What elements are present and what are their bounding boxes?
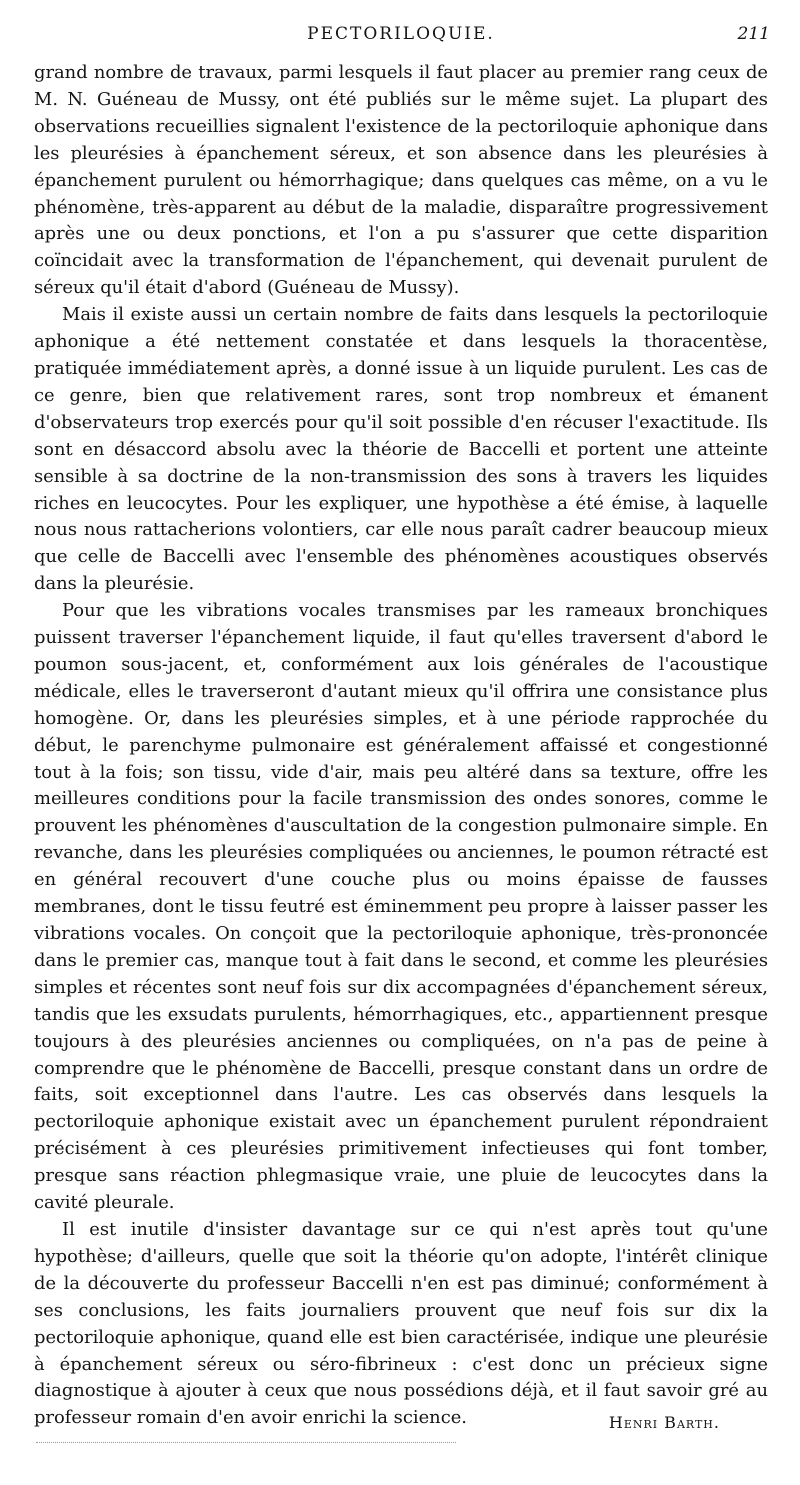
- paragraph-final: Il est inutile d'insister davantage sur ce qui n'est après tout qu'une hypothèse; d'ailleurs, quelle que soit la théorie qu'on adopte, l'intérêt clinique de la découverte du professeur Baccelli n'en est pas diminué; conformément à ses conclusions, les faits journaliers prouvent que neuf fois sur dix la pectoriloquie aphonique, quand elle est bien caractérisée, indique une pleurésie à épanchement séreux ou séro-fibrineux : c'est donc un précieux signe diagnostique à ajouter à ceux que nous possédions déjà, et il faut savoir gré au professeur romain d'en avoir enrichi la science.: [34, 1218, 768, 1429]
- footer-divider: [36, 1442, 456, 1443]
- closing-block: [34, 1217, 768, 1432]
- page-number: 211: [737, 24, 770, 44]
- author-signature: Henri Barth.: [608, 1413, 720, 1433]
- paragraph: Pour que les vibrations vocales transmises par les rameaux bronchiques puissent traverser l'épanchement liquide, il faut qu'elles traversent d'abord le poumon sous-jacent, et, conformément aux lois générales de l'acoustique médicale, elles le traverseront d'autant mieux qu'il offrira une consistance plus homogène. Or, dans les pleurésies simples, et à une période rapprochée du début, le parenchyme pulmonaire est généralement affaissé et congestionné tout à la fois; son tissu, vide d'air, mais peu altéré dans sa texture, offre les meilleures conditions pour la facile transmission des ondes sonores, comme le prouvent les phénomènes d'auscultation de la congestion pulmonaire simple. En revanche, dans les pleurésies compliquées ou anciennes, le poumon rétracté est en général recouvert d'une couche plus ou moins épaisse de fausses membranes, dont le tissu feutré est éminemment peu propre à laisser passer les vibrations vocales. On conçoit que la pectoriloquie aphonique, très-prononcée dans le premier cas, manque tout à fait dans le second, et comme les pleurésies simples et récentes sont neuf fois sur dix accompagnées d'épanchement séreux, tandis que les exsudats purulents, hémorrhagiques, etc., appartiennent presque toujours à des pleurésies anciennes ou compliquées, on n'a pas de peine à comprendre que le phénomène de Baccelli, presque constant dans un ordre de faits, soit exceptionnel dans l'autre. Les cas observés dans lesquels la pectoriloquie aphonique existait avec un épanchement purulent répondraient précisément à ces pleurésies primitivement infectieuses qui font tomber, presque sans réaction phlegmasique vraie, une pluie de leucocytes dans la cavité pleurale.: [34, 600, 768, 1214]
- running-title: PECTORILOQUIE.: [307, 24, 495, 44]
- article-body: [34, 60, 768, 1432]
- paragraph-continuation: grand nombre de travaux, parmi lesquels il faut placer au premier rang ceux de M. N. Guéneau de Mussy, ont été publiés sur le même sujet. La plupart des observations recueillies signalent l'existence de la pectoriloquie aphonique dans les pleurésies à épanchement séreux, et son absence dans les pleurésies à épanchement purulent ou hémorrhagique; dans quelques cas même, on a vu le phénomène, très-apparent au début de la maladie, disparaître progressivement après une ou deux ponctions, et l'on a pu s'assurer que cette disparition coïncidait avec la transformation de l'épanchement, qui devenait purulent de séreux qu'il était d'abord (Guéneau de Mussy).: [34, 62, 768, 299]
- paragraph: Mais il existe aussi un certain nombre de faits dans lesquels la pectoriloquie aphonique a été nettement constatée et dans lesquels la thoracentèse, pratiquée immédiatement après, a donné issue à un liquide purulent. Les cas de ce genre, bien que relativement rares, sont trop nombreux et émanent d'observateurs trop exercés pour qu'il soit possible d'en récuser l'exactitude. Ils sont en désaccord absolu avec la théorie de Baccelli et portent une atteinte sensible à sa doctrine de la non-transmission des sons à travers les liquides riches en leucocytes. Pour les expliquer, une hypothèse a été émise, à laquelle nous nous rattacherions volontiers, car elle nous paraît cadrer beaucoup mieux que celle de Baccelli avec l'ensemble des phénomènes acoustiques observés dans la pleurésie.: [34, 304, 768, 595]
- page: [34, 24, 768, 1432]
- running-header: [34, 24, 768, 50]
